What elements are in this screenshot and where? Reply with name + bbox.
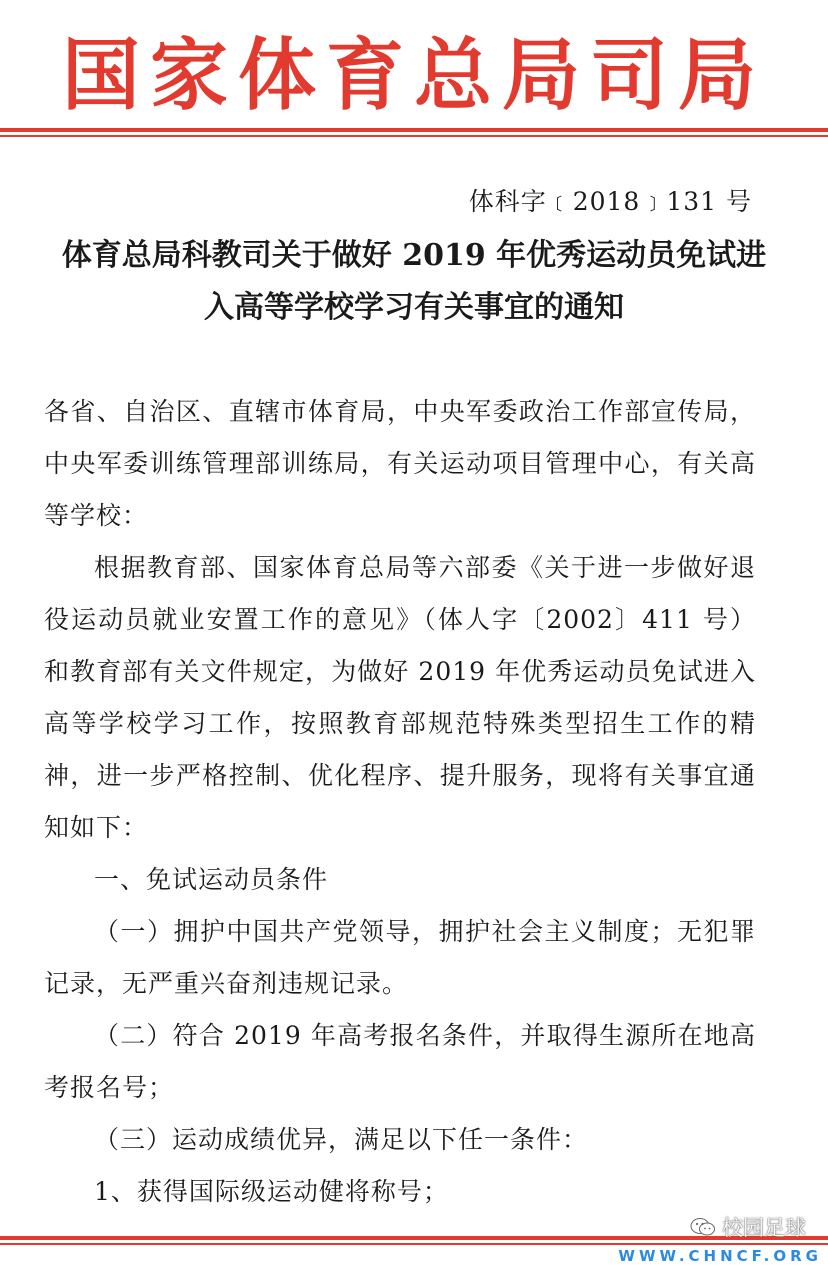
wechat-icon (690, 1217, 716, 1237)
sub-item-1: 1、获得国际级运动健将称号； (94, 1177, 449, 1206)
document-body (44, 386, 756, 1218)
condition-item-1: （一）拥护中国共产党领导，拥护社会主义制度；无犯罪记录，无严重兴奋剂违规记录。 (44, 917, 756, 998)
footer-rule-thin (0, 1243, 828, 1245)
watermark (690, 1212, 806, 1242)
org-header: 国家体育总局司局 (61, 30, 766, 121)
document-number: 体科字﹝2018﹞131 号 (468, 187, 752, 216)
watermark-label: 校园足球 (722, 1216, 806, 1240)
condition-item-3: （三）运动成绩优异，满足以下任一条件： (94, 1125, 589, 1154)
header-rule-thick (0, 128, 828, 132)
header-rule-thin (0, 135, 828, 137)
title-line-1: 体育总局科教司关于做好 2019 年优秀运动员免试进 (61, 238, 767, 273)
condition-item-2: （二）符合 2019 年高考报名条件，并取得生源所在地高考报名号； (44, 1021, 756, 1102)
watermark-url: WWW.CHNCF.ORG (618, 1247, 822, 1265)
addressee: 各省、自治区、直辖市体育局，中央军委政治工作部宣传局，中央军委训练管理部训练局，有关运动项目管理中心，有关高等学校： (44, 397, 756, 530)
title-line-2: 入高等学校学习有关事宜的通知 (204, 290, 624, 325)
document-title (30, 230, 798, 334)
section-heading: 一、免试运动员条件 (94, 865, 329, 894)
paragraph-intro: 根据教育部、国家体育总局等六部委《关于进一步做好退役运动员就业安置工作的意见》（体人字〔2002〕411 号）和教育部有关文件规定，为做好 2019 年优秀运动员免试进入高等学校学习工作，按照教育部规范特殊类型招生工作的精神，进一步严格控制、优化程序、提升服务，现将有关事宜通知如下： (44, 553, 756, 842)
